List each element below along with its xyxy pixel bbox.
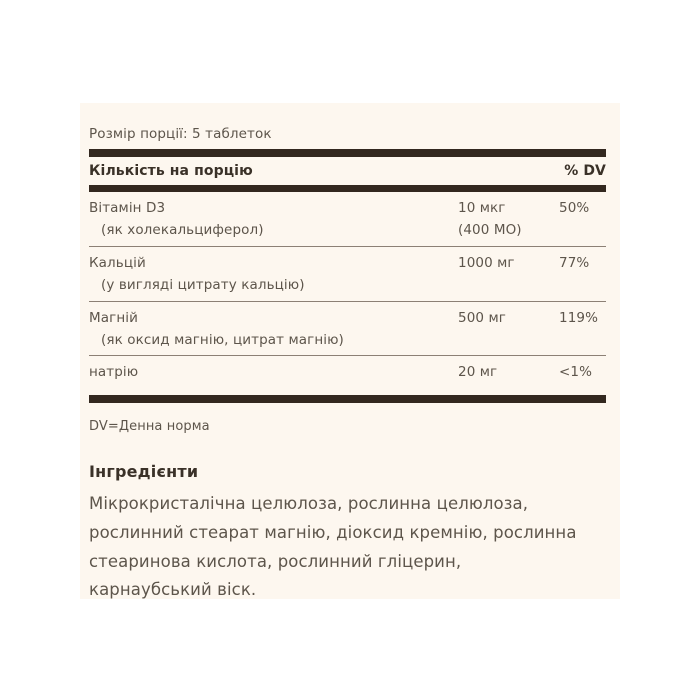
- nutrient-source: (як оксид магнію, цитрат магнію): [101, 332, 344, 349]
- supplement-facts-inner: [89, 103, 606, 605]
- nutrient-row: [89, 302, 606, 356]
- nutrient-amount: 500 мг: [458, 309, 506, 326]
- table-top-rule: [89, 149, 606, 157]
- nutrient-name: Кальцій: [89, 254, 146, 271]
- nutrient-source: (як холекальциферол): [101, 222, 264, 239]
- nutrient-amount: 1000 мг: [458, 254, 515, 271]
- nutrient-daily-value: 77%: [559, 254, 590, 271]
- nutrient-amount: 10 мкг: [458, 200, 506, 216]
- nutrient-name: Магній: [89, 309, 138, 326]
- nutrient-name: натрію: [89, 364, 139, 381]
- table-bottom-rule: [89, 395, 606, 403]
- percent-dv-label: % DV: [564, 163, 606, 179]
- nutrient-row: [89, 356, 606, 395]
- nutrient-daily-value: <1%: [559, 364, 593, 381]
- nutrient-daily-value: 50%: [559, 200, 590, 216]
- ingredients-heading: Інгредієнти: [89, 462, 199, 482]
- nutrient-name: Вітамін D3: [89, 200, 166, 216]
- nutrient-amount: 20 мг: [458, 364, 498, 381]
- nutrient-row: [89, 192, 606, 246]
- ingredients-text: Мікрокристалічна целюлоза, рослинна целюлоза, рослинний стеарат магнію, діоксид кремнію, рослинна стеаринова кислота, рослинний гліцерин, карнаубський віск.: [89, 494, 577, 600]
- header-bottom-rule: [89, 185, 606, 192]
- nutrient-source: (у вигляді цитрату кальцію): [101, 277, 305, 294]
- serving-size-text: Розмір порції: 5 таблеток: [89, 126, 272, 142]
- nutrient-daily-value: 119%: [559, 309, 598, 326]
- supplement-facts-panel: [80, 103, 620, 599]
- amount-per-serving-header: [89, 157, 606, 185]
- nutrient-amount-secondary: (400 МО): [458, 222, 522, 238]
- amount-per-serving-label: Кількість на порцію: [89, 163, 253, 179]
- daily-value-footnote: DV=Денна норма: [89, 419, 210, 435]
- nutrient-row: [89, 247, 606, 301]
